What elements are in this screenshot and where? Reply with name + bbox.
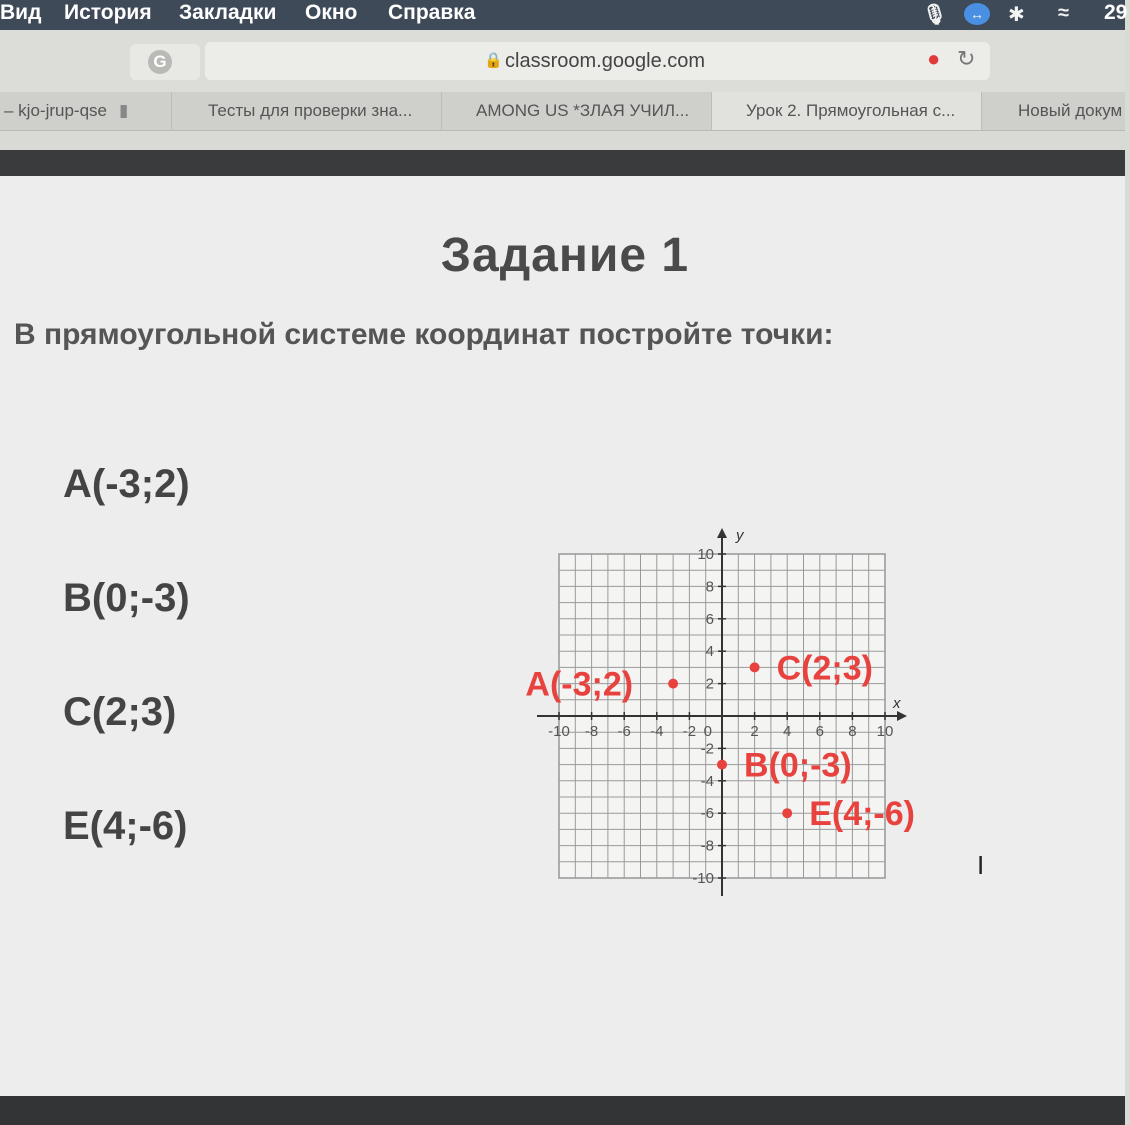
x-tick-label: 4 bbox=[783, 723, 792, 740]
y-tick-label: -6 bbox=[700, 805, 714, 823]
point-label: C(2;3) bbox=[776, 649, 873, 688]
clock[interactable]: 29 bbox=[1104, 1, 1128, 24]
y-tick-label: 10 bbox=[697, 546, 714, 563]
microphone-icon[interactable]: 🎙 bbox=[922, 4, 948, 26]
x-axis-label: x bbox=[893, 695, 901, 712]
menu-window[interactable]: Окно bbox=[305, 1, 358, 24]
point-marker bbox=[750, 662, 760, 672]
microphone-icon: ▮ bbox=[119, 101, 129, 120]
menu-help[interactable]: Справка bbox=[388, 1, 476, 24]
reload-icon[interactable]: ↻ bbox=[957, 46, 976, 71]
point-list-item-c: C(2;3) bbox=[63, 690, 177, 734]
point-label: E(4;-6) bbox=[809, 795, 915, 834]
y-axis-arrow bbox=[717, 528, 727, 538]
tab-label: Тесты для проверки зна... bbox=[208, 101, 413, 120]
y-tick-label: -10 bbox=[692, 870, 714, 887]
microphone-recording-icon[interactable]: ● bbox=[927, 46, 941, 71]
point-label: A(-3;2) bbox=[525, 665, 634, 704]
point-list-item-b: B(0;-3) bbox=[63, 576, 190, 620]
text-cursor-icon: I bbox=[977, 850, 985, 880]
point-marker bbox=[717, 760, 727, 770]
url-text: classroom.google.com bbox=[505, 50, 706, 72]
y-axis-label: y bbox=[736, 527, 744, 544]
tab-label: Новый докум bbox=[1018, 101, 1123, 120]
x-tick-label: -2 bbox=[682, 723, 697, 740]
task-text: В прямоугольной системе координат постройте точки: bbox=[14, 318, 834, 351]
y-tick-label: -2 bbox=[700, 740, 714, 758]
point-list-item-a: A(-3;2) bbox=[63, 462, 190, 506]
menu-history[interactable]: История bbox=[64, 1, 152, 24]
grammarly-icon: G bbox=[148, 50, 172, 74]
menu-bookmarks[interactable]: Закладки bbox=[179, 1, 277, 24]
menu-view[interactable]: Вид bbox=[0, 1, 42, 24]
y-tick-label: 8 bbox=[705, 578, 714, 596]
y-tick-label: 6 bbox=[705, 610, 714, 628]
teamviewer-icon[interactable]: ↔ bbox=[964, 3, 990, 25]
slide-title: Задание 1 bbox=[440, 229, 690, 282]
x-axis-arrow bbox=[897, 711, 907, 721]
lock-icon: 🔒 bbox=[484, 52, 503, 69]
y-tick-label: -4 bbox=[700, 772, 714, 790]
x-tick-label: 2 bbox=[750, 723, 759, 740]
x-tick-label: 6 bbox=[815, 723, 824, 740]
point-marker bbox=[782, 808, 792, 818]
wifi-icon[interactable]: ≈ bbox=[1058, 2, 1069, 24]
origin-label: 0 bbox=[703, 723, 712, 740]
x-tick-label: -6 bbox=[617, 723, 631, 740]
y-tick-label: 4 bbox=[705, 643, 714, 661]
tab-label: – kjo-jrup-qse bbox=[4, 101, 107, 120]
x-tick-label: 8 bbox=[848, 723, 857, 740]
y-tick-label: 2 bbox=[705, 675, 714, 693]
tab-label: AMONG US *ЗЛАЯ УЧИЛ... bbox=[476, 101, 690, 120]
tab-label: Урок 2. Прямоугольная с... bbox=[746, 101, 956, 120]
x-tick-label: -4 bbox=[650, 723, 664, 740]
x-tick-label: -10 bbox=[548, 723, 570, 740]
x-tick-label: 10 bbox=[876, 723, 894, 740]
point-marker bbox=[668, 679, 678, 689]
point-label: B(0;-3) bbox=[744, 746, 852, 785]
point-list-item-e: E(4;-6) bbox=[63, 804, 188, 848]
x-tick-label: -8 bbox=[584, 723, 599, 740]
bluetooth-icon[interactable]: ✱ bbox=[1008, 4, 1025, 26]
y-tick-label: -8 bbox=[700, 837, 714, 855]
